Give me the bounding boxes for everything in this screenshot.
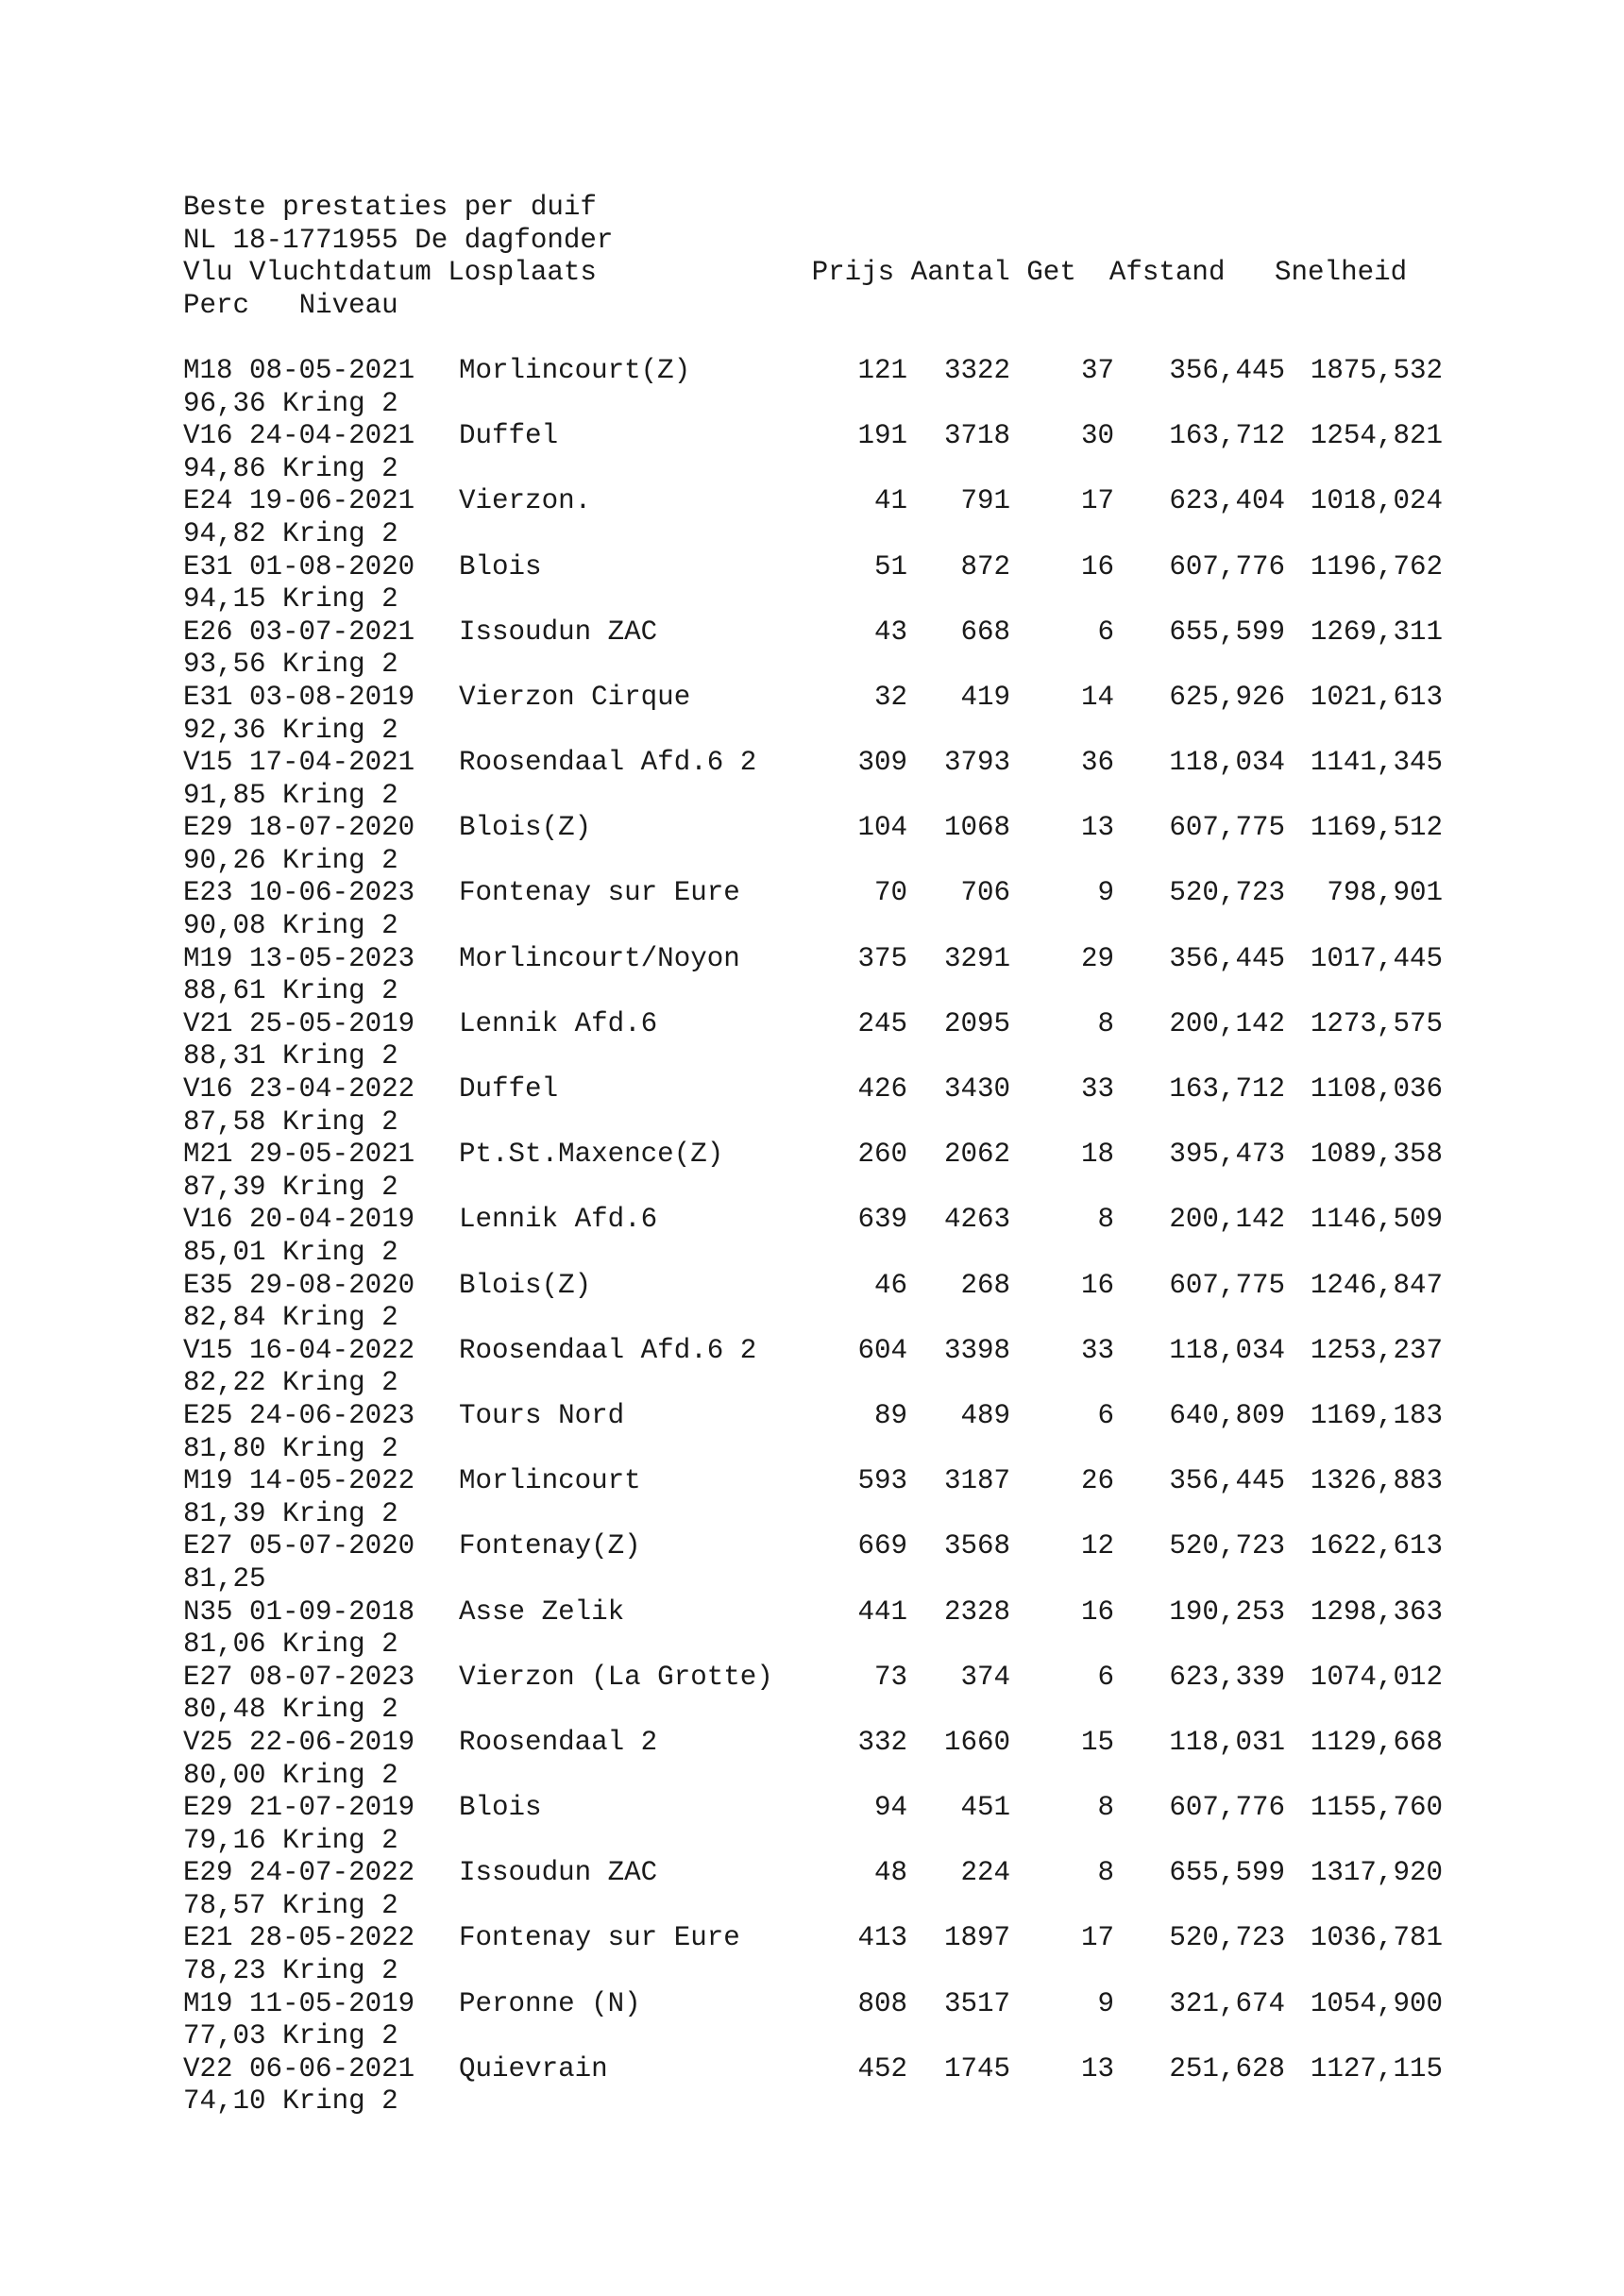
afstand-cell: 607,775: [1169, 1269, 1285, 1301]
prijs-cell: 73: [873, 1661, 907, 1693]
vlu-cell: V22: [183, 2052, 233, 2085]
aantal-cell: 3430: [943, 1073, 1010, 1106]
afstand-cell: 163,712: [1169, 420, 1285, 452]
aantal-cell: 791: [960, 485, 1010, 517]
table-row: [183, 2052, 1443, 2086]
perc-niveau-line: 78,23 Kring 2: [183, 1955, 398, 1987]
results-list: [183, 354, 1443, 2119]
table-row: [183, 681, 1443, 715]
snelheid-cell: 1141,345: [1310, 747, 1443, 779]
losplaats-cell: Peronne (N): [459, 1987, 641, 2019]
get-cell: 17: [1080, 485, 1114, 517]
vlu-cell: E29: [183, 1792, 233, 1824]
get-cell: 6: [1097, 1661, 1114, 1693]
prijs-cell: 43: [873, 616, 907, 648]
afstand-cell: 118,034: [1169, 1334, 1285, 1366]
snelheid-cell: 1146,509: [1310, 1204, 1443, 1236]
vlu-cell: E24: [183, 485, 233, 517]
table-row: [183, 354, 1443, 388]
aantal-cell: 3187: [943, 1465, 1010, 1497]
date-cell: 24-07-2022: [249, 1857, 415, 1889]
aantal-cell: 2062: [943, 1139, 1010, 1171]
table-row: [183, 812, 1443, 845]
afstand-cell: 640,809: [1169, 1399, 1285, 1431]
date-cell: 17-04-2021: [249, 747, 415, 779]
perc-niveau-line: 74,10 Kring 2: [183, 2085, 398, 2118]
vlu-cell: E29: [183, 1857, 233, 1889]
aantal-cell: 1897: [943, 1922, 1010, 1954]
snelheid-cell: 1622,613: [1310, 1530, 1443, 1562]
get-cell: 26: [1080, 1465, 1114, 1497]
snelheid-cell: 1246,847: [1310, 1269, 1443, 1301]
date-cell: 28-05-2022: [249, 1922, 415, 1954]
date-cell: 21-07-2019: [249, 1792, 415, 1824]
losplaats-cell: Duffel: [459, 420, 559, 452]
perc-niveau-line: 82,84 Kring 2: [183, 1302, 398, 1334]
aantal-cell: 668: [960, 616, 1010, 648]
vlu-cell: M19: [183, 942, 233, 974]
afstand-cell: 607,775: [1169, 812, 1285, 844]
perc-niveau-line: 81,39 Kring 2: [183, 1497, 398, 1529]
table-row: [183, 747, 1443, 780]
prijs-cell: 332: [857, 1726, 907, 1758]
get-cell: 9: [1097, 1987, 1114, 2019]
get-cell: 29: [1080, 942, 1114, 974]
get-cell: 15: [1080, 1726, 1114, 1758]
snelheid-cell: 1254,821: [1310, 420, 1443, 452]
table-row: [183, 877, 1443, 910]
losplaats-cell: Blois: [459, 550, 542, 582]
losplaats-cell: Fontenay sur Eure: [459, 877, 740, 909]
vlu-cell: E31: [183, 681, 233, 713]
perc-niveau-line: 94,86 Kring 2: [183, 452, 398, 484]
table-row: [183, 1661, 1443, 1695]
snelheid-cell: 1018,024: [1310, 485, 1443, 517]
losplaats-cell: Roosendaal 2: [459, 1726, 658, 1758]
perc-niveau-line: 80,00 Kring 2: [183, 1759, 398, 1791]
table-row: [183, 1726, 1443, 1760]
date-cell: 10-06-2023: [249, 877, 415, 909]
afstand-cell: 395,473: [1169, 1139, 1285, 1171]
get-cell: 6: [1097, 1399, 1114, 1431]
aantal-cell: 2095: [943, 1007, 1010, 1039]
perc-niveau-line: 79,16 Kring 2: [183, 1824, 398, 1856]
table-row: [183, 1595, 1443, 1629]
prijs-cell: 639: [857, 1204, 907, 1236]
vlu-cell: V15: [183, 747, 233, 779]
snelheid-cell: 1089,358: [1310, 1139, 1443, 1171]
losplaats-cell: Issoudun ZAC: [459, 616, 658, 648]
afstand-cell: 321,674: [1169, 1987, 1285, 2019]
prijs-cell: 669: [857, 1530, 907, 1562]
table-row: [183, 942, 1443, 976]
snelheid-cell: 798,901: [1327, 877, 1443, 909]
prijs-cell: 260: [857, 1139, 907, 1171]
vlu-cell: E27: [183, 1530, 233, 1562]
losplaats-cell: Roosendaal Afd.6 2: [459, 747, 757, 779]
snelheid-cell: 1196,762: [1310, 550, 1443, 582]
losplaats-cell: Morlincourt(Z): [459, 354, 691, 386]
vlu-cell: M19: [183, 1465, 233, 1497]
losplaats-cell: Vierzon.: [459, 485, 592, 517]
table-row: [183, 1007, 1443, 1041]
vlu-cell: V16: [183, 1204, 233, 1236]
date-cell: 18-07-2020: [249, 812, 415, 844]
afstand-cell: 623,404: [1169, 485, 1285, 517]
date-cell: 06-06-2021: [249, 2052, 415, 2085]
table-row: [183, 1399, 1443, 1433]
perc-niveau-line: 77,03 Kring 2: [183, 2020, 398, 2052]
table-row: [183, 1792, 1443, 1825]
snelheid-cell: 1326,883: [1310, 1465, 1443, 1497]
get-cell: 9: [1097, 877, 1114, 909]
prijs-cell: 604: [857, 1334, 907, 1366]
date-cell: 01-08-2020: [249, 550, 415, 582]
get-cell: 14: [1080, 681, 1114, 713]
table-row: [183, 616, 1443, 650]
vlu-cell: M21: [183, 1139, 233, 1171]
losplaats-cell: Blois: [459, 1792, 542, 1824]
table-row: [183, 1857, 1443, 1890]
perc-niveau-line: 80,48 Kring 2: [183, 1694, 398, 1726]
snelheid-cell: 1108,036: [1310, 1073, 1443, 1106]
afstand-cell: 118,031: [1169, 1726, 1285, 1758]
report-title: Beste prestaties per duif: [183, 192, 597, 223]
date-cell: 20-04-2019: [249, 1204, 415, 1236]
snelheid-cell: 1169,512: [1310, 812, 1443, 844]
get-cell: 8: [1097, 1007, 1114, 1039]
table-row: [183, 1987, 1443, 2021]
table-row: [183, 1922, 1443, 1955]
snelheid-cell: 1253,237: [1310, 1334, 1443, 1366]
losplaats-cell: Roosendaal Afd.6 2: [459, 1334, 757, 1366]
get-cell: 17: [1080, 1922, 1114, 1954]
date-cell: 03-07-2021: [249, 616, 415, 648]
perc-niveau-line: 94,15 Kring 2: [183, 583, 398, 616]
get-cell: 30: [1080, 420, 1114, 452]
column-header-line-1: Vlu Vluchtdatum Losplaats Prijs Aantal Get Afstand Snelheid: [183, 257, 1408, 289]
afstand-cell: 356,445: [1169, 942, 1285, 974]
aantal-cell: 451: [960, 1792, 1010, 1824]
vlu-cell: V16: [183, 420, 233, 452]
date-cell: 13-05-2023: [249, 942, 415, 974]
date-cell: 24-04-2021: [249, 420, 415, 452]
vlu-cell: V25: [183, 1726, 233, 1758]
vlu-cell: N35: [183, 1595, 233, 1628]
get-cell: 16: [1080, 550, 1114, 582]
date-cell: 25-05-2019: [249, 1007, 415, 1039]
losplaats-cell: Vierzon (La Grotte): [459, 1661, 773, 1693]
aantal-cell: 489: [960, 1399, 1010, 1431]
perc-niveau-line: 92,36 Kring 2: [183, 714, 398, 746]
prijs-cell: 48: [873, 1857, 907, 1889]
afstand-cell: 163,712: [1169, 1073, 1285, 1106]
column-header-line-2: Perc Niveau: [183, 289, 398, 321]
perc-niveau-line: 81,25: [183, 1562, 266, 1595]
vlu-cell: E35: [183, 1269, 233, 1301]
snelheid-cell: 1054,900: [1310, 1987, 1443, 2019]
snelheid-cell: 1273,575: [1310, 1007, 1443, 1039]
perc-niveau-line: 91,85 Kring 2: [183, 779, 398, 811]
prijs-cell: 245: [857, 1007, 907, 1039]
aantal-cell: 706: [960, 877, 1010, 909]
aantal-cell: 872: [960, 550, 1010, 582]
perc-niveau-line: 90,26 Kring 2: [183, 844, 398, 876]
aantal-cell: 2328: [943, 1595, 1010, 1628]
perc-niveau-line: 90,08 Kring 2: [183, 910, 398, 942]
afstand-cell: 200,142: [1169, 1204, 1285, 1236]
date-cell: 01-09-2018: [249, 1595, 415, 1628]
aantal-cell: 1068: [943, 812, 1010, 844]
aantal-cell: 3718: [943, 420, 1010, 452]
table-row: [183, 550, 1443, 584]
date-cell: 11-05-2019: [249, 1987, 415, 2019]
aantal-cell: 3322: [943, 354, 1010, 386]
get-cell: 33: [1080, 1073, 1114, 1106]
table-row: [183, 1530, 1443, 1563]
table-row: [183, 1139, 1443, 1172]
report-content: [183, 192, 1443, 2119]
snelheid-cell: 1169,183: [1310, 1399, 1443, 1431]
snelheid-cell: 1074,012: [1310, 1661, 1443, 1693]
perc-niveau-line: 87,39 Kring 2: [183, 1171, 398, 1203]
snelheid-cell: 1021,613: [1310, 681, 1443, 713]
date-cell: 29-08-2020: [249, 1269, 415, 1301]
get-cell: 37: [1080, 354, 1114, 386]
losplaats-cell: Lennik Afd.6: [459, 1204, 658, 1236]
date-cell: 22-06-2019: [249, 1726, 415, 1758]
vlu-cell: E26: [183, 616, 233, 648]
prijs-cell: 593: [857, 1465, 907, 1497]
get-cell: 36: [1080, 747, 1114, 779]
perc-niveau-line: 81,06 Kring 2: [183, 1629, 398, 1661]
losplaats-cell: Morlincourt/Noyon: [459, 942, 740, 974]
losplaats-cell: Blois(Z): [459, 1269, 592, 1301]
snelheid-cell: 1269,311: [1310, 616, 1443, 648]
prijs-cell: 452: [857, 2052, 907, 2085]
afstand-cell: 356,445: [1169, 354, 1285, 386]
losplaats-cell: Blois(Z): [459, 812, 592, 844]
perc-niveau-line: 81,80 Kring 2: [183, 1432, 398, 1464]
aantal-cell: 3793: [943, 747, 1010, 779]
losplaats-cell: Lennik Afd.6: [459, 1007, 658, 1039]
perc-niveau-line: 85,01 Kring 2: [183, 1237, 398, 1268]
afstand-cell: 356,445: [1169, 1465, 1285, 1497]
snelheid-cell: 1129,668: [1310, 1726, 1443, 1758]
aantal-cell: 419: [960, 681, 1010, 713]
aantal-cell: 1745: [943, 2052, 1010, 2085]
vlu-cell: M19: [183, 1987, 233, 2019]
afstand-cell: 520,723: [1169, 1922, 1285, 1954]
snelheid-cell: 1036,781: [1310, 1922, 1443, 1954]
aantal-cell: 3291: [943, 942, 1010, 974]
afstand-cell: 251,628: [1169, 2052, 1285, 2085]
get-cell: 13: [1080, 812, 1114, 844]
table-row: [183, 1269, 1443, 1303]
prijs-cell: 70: [873, 877, 907, 909]
date-cell: 14-05-2022: [249, 1465, 415, 1497]
afstand-cell: 625,926: [1169, 681, 1285, 713]
snelheid-cell: 1317,920: [1310, 1857, 1443, 1889]
snelheid-cell: 1298,363: [1310, 1595, 1443, 1628]
get-cell: 13: [1080, 2052, 1114, 2085]
table-row: [183, 485, 1443, 518]
losplaats-cell: Asse Zelik: [459, 1595, 625, 1628]
snelheid-cell: 1017,445: [1310, 942, 1443, 974]
date-cell: 03-08-2019: [249, 681, 415, 713]
prijs-cell: 94: [873, 1792, 907, 1824]
perc-niveau-line: 93,56 Kring 2: [183, 649, 398, 681]
prijs-cell: 104: [857, 812, 907, 844]
table-row: [183, 1204, 1443, 1237]
losplaats-cell: Fontenay(Z): [459, 1530, 641, 1562]
perc-niveau-line: 96,36 Kring 2: [183, 387, 398, 419]
prijs-cell: 51: [873, 550, 907, 582]
prijs-cell: 309: [857, 747, 907, 779]
prijs-cell: 32: [873, 681, 907, 713]
aantal-cell: 3568: [943, 1530, 1010, 1562]
vlu-cell: E25: [183, 1399, 233, 1431]
vlu-cell: V16: [183, 1073, 233, 1106]
vlu-cell: M18: [183, 354, 233, 386]
afstand-cell: 623,339: [1169, 1661, 1285, 1693]
aantal-cell: 3517: [943, 1987, 1010, 2019]
afstand-cell: 520,723: [1169, 1530, 1285, 1562]
snelheid-cell: 1875,532: [1310, 354, 1443, 386]
date-cell: 08-07-2023: [249, 1661, 415, 1693]
losplaats-cell: Issoudun ZAC: [459, 1857, 658, 1889]
losplaats-cell: Pt.St.Maxence(Z): [459, 1139, 724, 1171]
get-cell: 8: [1097, 1857, 1114, 1889]
afstand-cell: 607,776: [1169, 550, 1285, 582]
get-cell: 12: [1080, 1530, 1114, 1562]
get-cell: 8: [1097, 1204, 1114, 1236]
prijs-cell: 808: [857, 1987, 907, 2019]
date-cell: 24-06-2023: [249, 1399, 415, 1431]
aantal-cell: 1660: [943, 1726, 1010, 1758]
get-cell: 16: [1080, 1269, 1114, 1301]
date-cell: 19-06-2021: [249, 485, 415, 517]
prijs-cell: 426: [857, 1073, 907, 1106]
date-cell: 23-04-2022: [249, 1073, 415, 1106]
prijs-cell: 441: [857, 1595, 907, 1628]
vlu-cell: E21: [183, 1922, 233, 1954]
aantal-cell: 224: [960, 1857, 1010, 1889]
perc-niveau-line: 94,82 Kring 2: [183, 517, 398, 549]
prijs-cell: 121: [857, 354, 907, 386]
get-cell: 8: [1097, 1792, 1114, 1824]
spacer: [183, 322, 1407, 355]
get-cell: 33: [1080, 1334, 1114, 1366]
afstand-cell: 118,034: [1169, 747, 1285, 779]
prijs-cell: 46: [873, 1269, 907, 1301]
table-row: [183, 420, 1443, 453]
get-cell: 16: [1080, 1595, 1114, 1628]
afstand-cell: 655,599: [1169, 616, 1285, 648]
vlu-cell: E31: [183, 550, 233, 582]
losplaats-cell: Fontenay sur Eure: [459, 1922, 740, 1954]
table-row: [183, 1465, 1443, 1498]
perc-niveau-line: 82,22 Kring 2: [183, 1367, 398, 1399]
get-cell: 18: [1080, 1139, 1114, 1171]
perc-niveau-line: 87,58 Kring 2: [183, 1106, 398, 1138]
vlu-cell: V21: [183, 1007, 233, 1039]
aantal-cell: 4263: [943, 1204, 1010, 1236]
date-cell: 16-04-2022: [249, 1334, 415, 1366]
losplaats-cell: Quievrain: [459, 2052, 608, 2085]
losplaats-cell: Tours Nord: [459, 1399, 625, 1431]
prijs-cell: 41: [873, 485, 907, 517]
perc-niveau-line: 78,57 Kring 2: [183, 1889, 398, 1921]
losplaats-cell: Morlincourt: [459, 1465, 641, 1497]
aantal-cell: 3398: [943, 1334, 1010, 1366]
afstand-cell: 190,253: [1169, 1595, 1285, 1628]
perc-niveau-line: 88,31 Kring 2: [183, 1040, 398, 1072]
vlu-cell: E27: [183, 1661, 233, 1693]
table-row: [183, 1073, 1443, 1106]
afstand-cell: 607,776: [1169, 1792, 1285, 1824]
prijs-cell: 191: [857, 420, 907, 452]
losplaats-cell: Duffel: [459, 1073, 559, 1106]
afstand-cell: 655,599: [1169, 1857, 1285, 1889]
prijs-cell: 413: [857, 1922, 907, 1954]
prijs-cell: 375: [857, 942, 907, 974]
snelheid-cell: 1127,115: [1310, 2052, 1443, 2085]
aantal-cell: 374: [960, 1661, 1010, 1693]
afstand-cell: 200,142: [1169, 1007, 1285, 1039]
vlu-cell: V15: [183, 1334, 233, 1366]
aantal-cell: 268: [960, 1269, 1010, 1301]
vlu-cell: E29: [183, 812, 233, 844]
snelheid-cell: 1155,760: [1310, 1792, 1443, 1824]
perc-niveau-line: 88,61 Kring 2: [183, 975, 398, 1007]
afstand-cell: 520,723: [1169, 877, 1285, 909]
date-cell: 08-05-2021: [249, 354, 415, 386]
losplaats-cell: Vierzon Cirque: [459, 681, 691, 713]
prijs-cell: 89: [873, 1399, 907, 1431]
date-cell: 29-05-2021: [249, 1139, 415, 1171]
get-cell: 6: [1097, 616, 1114, 648]
vlu-cell: E23: [183, 877, 233, 909]
date-cell: 05-07-2020: [249, 1530, 415, 1562]
pigeon-id: NL 18-1771955 De dagfonder: [183, 224, 614, 256]
table-row: [183, 1334, 1443, 1368]
